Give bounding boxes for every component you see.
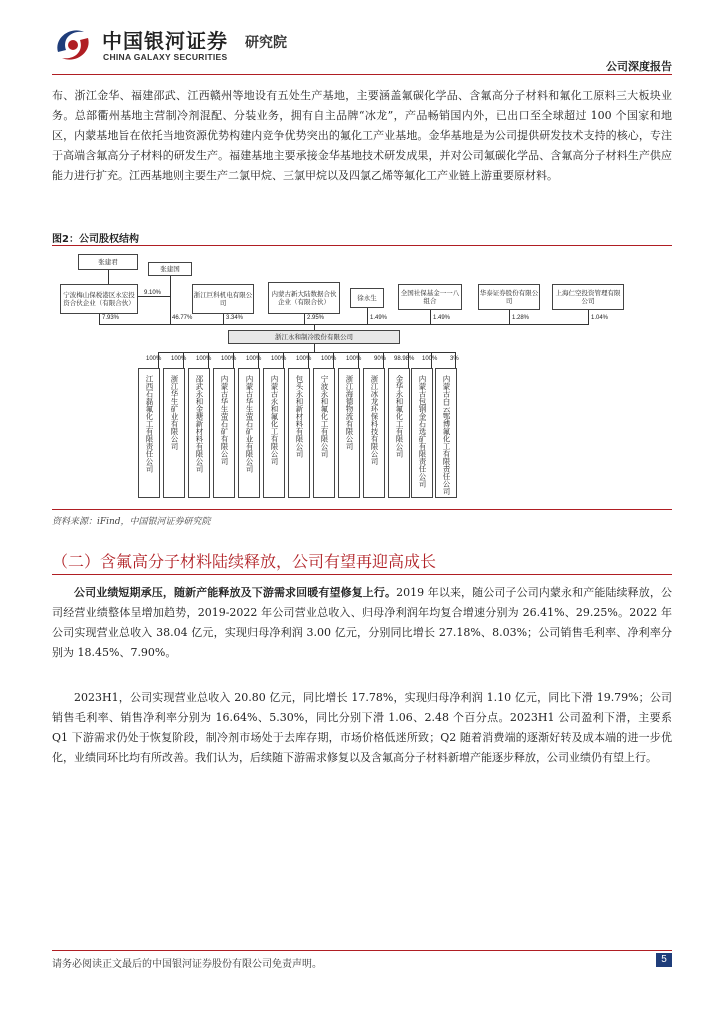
subsidiary-box-3: 邵武永和金塘新材料有限公司 — [188, 368, 210, 498]
shareholder-box-5: 全国社保基金一一八组合 — [398, 284, 462, 310]
shareholder-pct-7: 1.04% — [591, 315, 609, 321]
shareholder-pct-5: 1.49% — [433, 315, 451, 321]
figure-source: 资料来源：iFind，中国银河证券研究院 — [52, 517, 211, 527]
person-box-2: 张建国 — [148, 262, 192, 276]
sub-pct-4: 100% — [221, 356, 237, 362]
sub-pct-6: 100% — [271, 356, 287, 362]
brand-name: 中国银河证券 — [102, 29, 228, 53]
subsidiary-box-4: 内蒙古华生萤石矿有限公司 — [213, 368, 235, 498]
sub-pct-8: 100% — [321, 356, 337, 362]
h1-body: 2023H1，公司实现营业总收入 20.80 亿元，同比增长 17.78%，实现归母净利润 1.10 亿元，同比下滑 19.79%；公司销售毛利率、销售净利率分别为 16.64%、5.30%，同比分别下滑 1.06、2.48 个百分点。2023H1 公司盈利下滑，主要系 Q1 下游需求仍处于恢复阶段，制冷剂市场处于去库存期，市场价格低迷所致；Q2 随着消费端的逐渐好转及成本端的进一步优化，业绩同环比均有所改善。我们认为，后续随下游需求修复以及含氟高分子材料新增产能逐步释放，公司业绩仍有望上行。 — [52, 691, 672, 764]
intro-paragraph — [52, 86, 672, 186]
holding-pct-1: 9.10% — [144, 290, 162, 296]
subsidiary-box-7: 包头永和新材料有限公司 — [288, 368, 310, 498]
sub-pct-13: 3% — [450, 356, 459, 362]
performance-paragraph — [52, 583, 672, 663]
shareholder-box-6: 华泰证券股份有限公司 — [478, 284, 540, 310]
intro-text: 布、浙江金华、福建邵武、江西赣州等地设有五处生产基地，主要涵盖氟碳化学品、含氟高分子材料和氟化工原料三大板块业务。总部衢州基地主营制冷剂混配、分装业务，拥有自主品牌“冰龙”，产品畅销国内外，已出口至全球超过 100 个国家和地区，内蒙基地旨在依托当地资源优势构建内竞争优势突出的氟化工产业基地。金华基地是为公司提供研发技术支持的核心，专注于高端含氟高分子材料的研发生产。福建基地主要承接金华基地技术研发成果，并对公司氟碳化学品、含氟高分子材料生产供应能力进行扩充。江西基地则主要生产二氯甲烷、三氯甲烷以及四氯乙烯等氟化工产业链上游重要原材料。 — [52, 89, 672, 182]
figure-top-divider — [52, 245, 672, 246]
person-box-1: 张建君 — [78, 254, 138, 270]
shareholder-pct-3: 2.95% — [307, 315, 325, 321]
sub-pct-12: 100% — [422, 356, 438, 362]
h1-paragraph — [52, 688, 672, 768]
sub-pct-11: 98.98% — [394, 356, 415, 362]
sub-pct-3: 100% — [196, 356, 212, 362]
performance-body: 2019 年以来，随公司子公司内蒙永和产能陆续释放，公司经营业绩整体呈增加趋势，2019-2022 年公司营业总收入、归母净利润年均复合增速分别为 26.41%、29.25%。2022 年公司实现营业总收入 38.04 亿元，实现归母净利润 3.00 亿元，分别同比增长 27.18%、8.03%；公司销售毛利率、净利率分别为 18.45%、7.90%。 — [52, 586, 672, 659]
footer-disclaimer: 请务必阅读正文最后的中国银河证券股份有限公司免责声明。 — [52, 959, 322, 970]
shareholder-box-3: 内蒙古新大陆数据合伙企业（有限合伙） — [268, 282, 340, 314]
figure-title: 图2：公司股权结构 — [52, 234, 139, 245]
subsidiary-box-2: 浙江华生矿业有限公司 — [163, 368, 185, 498]
subsidiary-box-11: 金华永和氟化工有限公司 — [388, 368, 410, 498]
holding-pct-2: 46.77% — [172, 315, 193, 321]
subsidiary-box-6: 内蒙古永和氟化工有限公司 — [263, 368, 285, 498]
subsidiary-box-8: 宁波永和氟化工有限公司 — [313, 368, 335, 498]
shareholder-pct-4: 1.49% — [370, 315, 388, 321]
performance-lead: 公司业绩短期承压，随新产能释放及下游需求回暖有望修复上行。 — [74, 586, 397, 599]
shareholder-box-4: 徐永生 — [350, 288, 384, 308]
shareholder-box-2: 浙江巨科机电有限公司 — [192, 284, 254, 314]
shareholder-pct-2: 3.34% — [226, 315, 244, 321]
shareholder-pct-6: 1.28% — [512, 315, 530, 321]
page-number: 5 — [656, 953, 672, 967]
shareholder-box-7: 上海仁空投资管理有限公司 — [552, 284, 624, 310]
subsidiary-box-9: 浙江海德物流有限公司 — [338, 368, 360, 498]
sub-pct-9: 100% — [346, 356, 362, 362]
shareholder-box-1: 宁波梅山保税港区永宏投资合伙企业（有限合伙） — [60, 284, 138, 314]
subsidiary-box-12: 内蒙古包钢金石选矿有限责任公司 — [411, 368, 433, 498]
subsidiary-box-10: 浙江冰龙环保科技有限公司 — [363, 368, 385, 498]
brand-subtitle: 研究院 — [245, 35, 287, 51]
subsidiary-box-13: 内蒙古白云鄂博氟化工有限责任公司 — [435, 368, 457, 498]
footer-divider — [52, 950, 672, 951]
section-divider — [52, 574, 672, 575]
figure-bottom-divider — [52, 509, 672, 510]
sub-pct-5: 100% — [246, 356, 262, 362]
company-box: 浙江永和制冷股份有限公司 — [228, 330, 400, 344]
sub-pct-10: 90% — [374, 356, 387, 362]
sub-pct-1: 100% — [146, 356, 162, 362]
report-type: 公司深度报告 — [606, 60, 672, 73]
subsidiary-box-1: 江西石磊氟化工有限责任公司 — [138, 368, 160, 498]
brand-english: CHINA GALAXY SECURITIES — [103, 52, 228, 62]
galaxy-logo-icon — [50, 22, 96, 68]
subsidiary-box-5: 内蒙古华生萤石矿业有限公司 — [238, 368, 260, 498]
sub-pct-7: 100% — [296, 356, 312, 362]
shareholder-pct-1: 7.93% — [102, 315, 120, 321]
header-divider — [52, 74, 672, 75]
equity-structure-chart — [52, 248, 672, 506]
section-title: （二）含氟高分子材料陆续释放，公司有望再迎高成长 — [52, 552, 437, 571]
sub-pct-2: 100% — [171, 356, 187, 362]
